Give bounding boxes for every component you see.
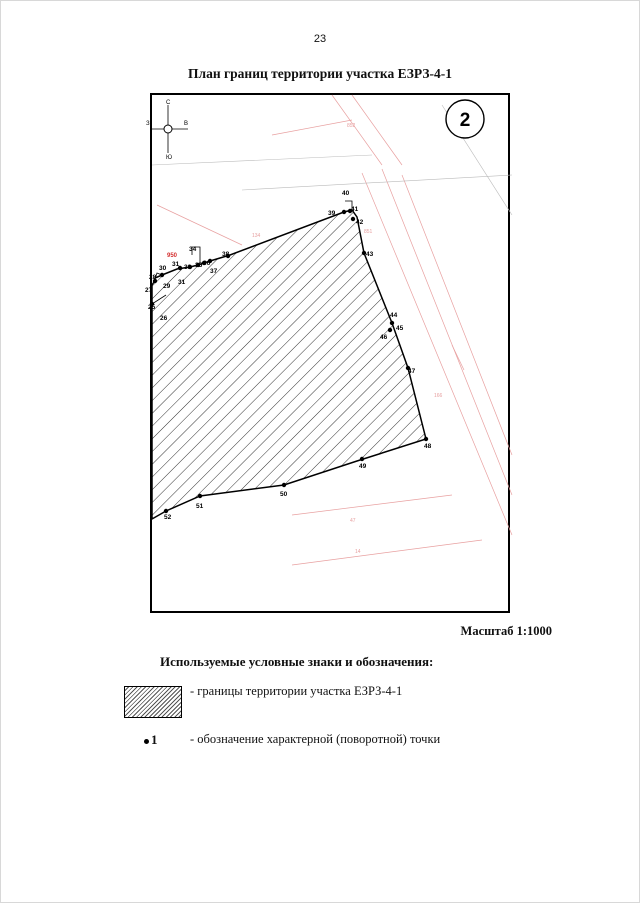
vertex-label: 29: [163, 283, 171, 290]
vertex-label: 36: [203, 260, 211, 267]
vertex-point: [282, 483, 286, 487]
vertex-label: 50: [280, 491, 288, 498]
vertex-point: [351, 217, 355, 221]
compass-west-label: З: [146, 121, 150, 127]
point-dot-icon: [144, 739, 149, 744]
legend-area-text: - границы территории участка ЕЗРЗ-4-1: [190, 684, 403, 698]
vertex-label: 43: [366, 251, 374, 258]
vertex-label: 31: [178, 279, 186, 286]
plan-map: [145, 95, 512, 615]
vertex-label: 44: [390, 312, 398, 319]
compass-north-label: С: [166, 100, 171, 106]
vertex-point: [390, 321, 394, 325]
page-number: 23: [313, 33, 327, 45]
legend-hatch-swatch: [124, 686, 182, 718]
vertex-point: [424, 437, 428, 441]
vertex-label: 51: [196, 503, 204, 510]
vertex-label: 49: [359, 463, 367, 470]
vertex-label: 48: [424, 443, 432, 450]
vertex-label: 46: [380, 334, 388, 341]
vertex-label: 38: [222, 251, 230, 258]
plan-title: План границ территории участка ЕЗРЗ-4-1: [188, 66, 452, 81]
legend-point-number: 1: [151, 732, 158, 747]
compass-east-label: В: [184, 121, 189, 127]
vertex-label: 26: [160, 315, 168, 322]
vertex-point: [164, 509, 168, 513]
vertex-label: 30: [159, 265, 167, 272]
compass-south-label: Ю: [166, 155, 173, 161]
vertex-point: [160, 273, 164, 277]
parcel-area: [152, 210, 426, 519]
bg-label: 166: [434, 393, 443, 399]
sheet-number: 2: [459, 110, 471, 131]
legend-point-symbol: [144, 732, 158, 748]
vertex-point: [360, 457, 364, 461]
bg-label: 14: [355, 549, 361, 555]
vertex-label: 40: [342, 190, 350, 197]
vertex-label: 28: [149, 274, 157, 281]
vertex-label: 31: [172, 261, 180, 268]
bg-label: 851: [364, 229, 373, 235]
vertex-label: 45: [396, 325, 404, 332]
vertex-label: 39: [328, 210, 336, 217]
plan-map-frame: [145, 93, 510, 613]
compass-rose: [146, 100, 188, 161]
scale-label: Масштаб 1:1000: [460, 624, 552, 638]
sheet-number-badge: [446, 100, 484, 138]
vertex-label: 47: [408, 368, 416, 375]
vertex-label: 25: [148, 304, 156, 311]
legend-title: Используемые условные знаки и обозначения:: [160, 654, 434, 669]
vertex-label: 33: [184, 264, 192, 271]
vertex-label: 27: [145, 287, 153, 294]
bg-label: 852: [347, 123, 356, 129]
vertex-label: 37: [210, 268, 218, 275]
red-parcel-label: 950: [167, 253, 178, 259]
vertex-label: 52: [164, 514, 172, 521]
legend-point-text: - обозначение характерной (поворотной) точки: [190, 732, 441, 746]
vertex-label: 35: [195, 262, 203, 269]
vertex-label: 34: [189, 246, 197, 253]
vertex-label: 41: [351, 206, 359, 213]
vertex-point: [388, 328, 392, 332]
vertex-point: [198, 494, 202, 498]
bg-label: 134: [252, 233, 261, 239]
vertex-label: 42: [356, 219, 364, 226]
bg-label: 47: [350, 518, 356, 524]
vertex-point: [342, 210, 346, 214]
